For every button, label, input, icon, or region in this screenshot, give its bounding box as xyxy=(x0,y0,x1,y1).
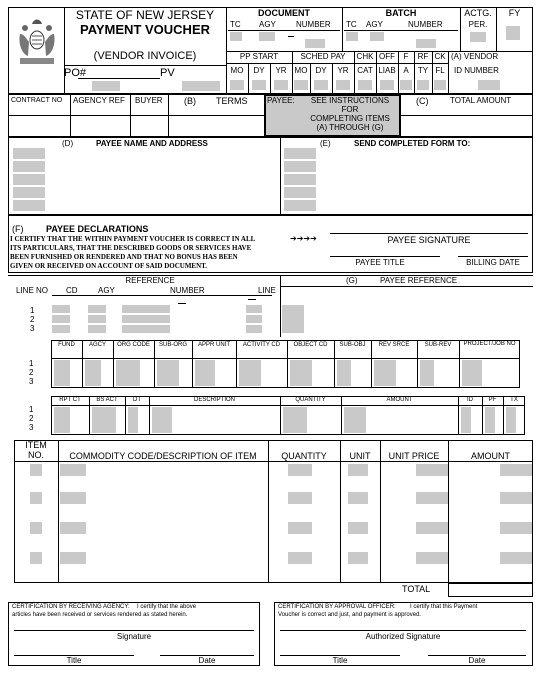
batch-tc-field[interactable] xyxy=(346,32,358,41)
new-jersey-seal-icon xyxy=(14,14,60,68)
liab-label: LIAB xyxy=(378,66,396,75)
acct-row-3: 3 xyxy=(29,377,34,386)
f-label: F xyxy=(403,52,409,61)
g-label: (G) xyxy=(346,276,358,285)
doc-tc-field[interactable] xyxy=(230,32,242,41)
unit-header: UNIT xyxy=(349,451,371,461)
accounting-fields[interactable] xyxy=(51,359,520,388)
receiving-signature-label: Signature xyxy=(116,632,152,641)
rpt-amount-header: AMOUNT xyxy=(386,397,413,403)
payee-name-address-label: PAYEE NAME AND ADDRESS xyxy=(96,139,208,148)
amount-header: AMOUNT xyxy=(471,451,510,461)
tx-header: TX xyxy=(510,397,518,403)
send-completed-label: SEND COMPLETED FORM TO: xyxy=(354,139,471,148)
chk-label: CHK xyxy=(356,52,374,61)
contract-no-label: CONTRACT NO xyxy=(11,97,63,104)
sched-dy-label: DY xyxy=(315,66,327,75)
e-label: (E) xyxy=(320,139,331,148)
pp-yr-field[interactable] xyxy=(274,80,288,90)
form-title: PAYMENT VOUCHER xyxy=(79,22,211,37)
c-label: (C) xyxy=(416,96,429,106)
id-number-label: ID NUMBER xyxy=(454,66,499,75)
sub-org-header: SUB-ORG xyxy=(158,342,187,348)
po-number-field[interactable] xyxy=(92,81,120,91)
ref-row-3: 3 xyxy=(30,324,35,333)
batch-number-field[interactable] xyxy=(416,39,436,48)
declaration-line3: BEEN FURNISHED OR RENDERED AND THAT NO BONUS HAS BEEN xyxy=(10,253,238,261)
declaration-line2: ITS PARTICULARS, THAT THE DESCRIBED GOODS OR SERVICES HAVE xyxy=(10,244,252,252)
doc-number-field[interactable] xyxy=(305,39,325,48)
receiving-cert-text-2: articles have been received or services rendered as stated herein. xyxy=(12,612,188,618)
chk-cat-field[interactable] xyxy=(358,80,372,90)
vendor-label: (A) VENDOR xyxy=(451,52,499,61)
unit-price-header: UNIT PRICE xyxy=(388,451,440,461)
b-label: (B) xyxy=(184,96,196,106)
doc-tc-label: TC xyxy=(230,20,241,29)
total-amount-label: TOTAL AMOUNT xyxy=(450,96,512,105)
approval-cert-title: CERTIFICATION BY APPROVAL OFFICER: xyxy=(278,604,396,610)
actg-per-field[interactable] xyxy=(470,32,486,42)
receiving-cert-text-1: I certify that the above xyxy=(137,604,197,610)
pp-yr-label: YR xyxy=(275,66,287,75)
pp-dy-label: DY xyxy=(253,66,265,75)
doc-agy-label: AGY xyxy=(259,20,276,29)
batch-agy-label: AGY xyxy=(366,20,383,29)
item-fields[interactable] xyxy=(14,462,533,582)
per-label: PER. xyxy=(468,20,488,29)
agcy-header: AGCY xyxy=(88,342,106,348)
batch-number-label: NUMBER xyxy=(408,20,443,29)
ref-agy-label: AGY xyxy=(98,286,115,295)
sub-obj-header: SUB-OBJ xyxy=(339,342,366,348)
payee-label: PAYEE: xyxy=(267,96,295,105)
rpt-ct-header: RPT CT xyxy=(59,397,81,403)
fy-field[interactable] xyxy=(506,26,520,40)
receiving-date-label: Date xyxy=(198,656,216,665)
quantity-header: QUANTITY xyxy=(281,451,327,461)
sub-rev-header: SUB-REV xyxy=(424,342,452,348)
batch-tc-label: TC xyxy=(346,20,357,29)
payee-instructions-line1: SEE INSTRUCTIONS xyxy=(310,96,390,105)
approval-date-label: Date xyxy=(468,656,486,665)
ck-fl-field[interactable] xyxy=(434,80,446,90)
ref-line-label: LINE xyxy=(258,286,276,295)
rf-label: RF xyxy=(417,52,429,61)
dt-header: DT xyxy=(133,397,141,403)
fy-label: FY xyxy=(508,8,521,18)
payee-instructions-line3: COMPLETING ITEMS xyxy=(310,114,390,123)
pp-start-label: PP START xyxy=(239,52,279,61)
doc-agy-field[interactable] xyxy=(259,32,275,41)
sched-pay-label: SCHED PAY xyxy=(300,52,346,61)
rev-srce-header: REV SRCE xyxy=(378,342,410,348)
project-job-header: PROJECT/JOB NO xyxy=(463,341,516,347)
ref-row-2: 2 xyxy=(30,315,35,324)
rpt-row-3: 3 xyxy=(29,423,34,432)
arrow-icons: ➔➔➔➔ xyxy=(290,234,317,243)
sched-dy-field[interactable] xyxy=(314,80,328,90)
receiving-cert-title: CERTIFICATION BY RECEIVING AGENCY: xyxy=(12,604,130,610)
billing-date-label: BILLING DATE xyxy=(466,258,520,267)
reference-fields[interactable] xyxy=(52,305,306,335)
approval-cert-text-2: Voucher is correct and just, and payment is approved. xyxy=(278,612,422,618)
approval-cert-text-1: I certify that this Payment xyxy=(410,604,478,610)
payee-reference-label: PAYEE REFERENCE xyxy=(380,276,458,285)
rpt-row-2: 2 xyxy=(29,414,34,423)
vendor-id-field[interactable] xyxy=(478,80,500,90)
org-code-header: ORG CODE xyxy=(117,342,150,348)
fund-header: FUND xyxy=(58,342,75,348)
authorized-signature-label: Authorized Signature xyxy=(365,632,441,641)
declaration-line1: I CERTIFY THAT THE WITHIN PAYMENT VOUCHER IS CORRECT IN ALL xyxy=(10,235,256,243)
d-label: (D) xyxy=(62,139,74,148)
rpt-row-1: 1 xyxy=(29,405,34,414)
id-header: ID xyxy=(467,397,473,403)
rf-ty-field[interactable] xyxy=(417,80,429,90)
acct-row-2: 2 xyxy=(29,368,34,377)
batch-label: BATCH xyxy=(385,8,417,18)
payee-title-label: PAYEE TITLE xyxy=(355,258,405,267)
ref-cd-label: CD xyxy=(66,286,78,295)
a-label: A xyxy=(403,66,409,75)
pf-header: PF xyxy=(488,397,497,403)
pp-dy-field[interactable] xyxy=(252,80,266,90)
f-section-label: (F) xyxy=(12,224,24,234)
pv-number-field[interactable] xyxy=(182,81,220,91)
off-liab-field[interactable] xyxy=(380,80,394,90)
doc-number-label: NUMBER xyxy=(296,20,331,29)
pv-label: PV xyxy=(160,67,175,79)
rpt-quantity-header: QUANTITY xyxy=(295,397,326,403)
pp-mo-label: MO xyxy=(230,66,244,75)
f-a-field[interactable] xyxy=(400,80,412,90)
object-cd-header: OBJECT CD xyxy=(293,342,328,348)
agency-ref-label: AGENCY REF xyxy=(73,96,125,105)
payee-instructions-line4: (A) THROUGH (G) xyxy=(316,123,384,132)
declarations-title: PAYEE DECLARATIONS xyxy=(46,224,149,234)
ref-number-label: NUMBER xyxy=(170,286,205,295)
cat-label: CAT xyxy=(357,66,373,75)
item-no-header-1: ITEM xyxy=(25,440,47,450)
acct-row-1: 1 xyxy=(29,359,34,368)
commodity-header: COMMODITY CODE/DESCRIPTION OF ITEM xyxy=(69,451,257,461)
approval-title-label: Title xyxy=(332,656,348,665)
appr-unit-header: APPR UNIT xyxy=(197,342,230,348)
item-no-header-2: NO. xyxy=(27,450,44,460)
actg-label: ACTG. xyxy=(464,8,492,18)
terms-label: TERMS xyxy=(216,96,248,106)
buyer-label: BUYER xyxy=(135,96,163,105)
total-label: TOTAL xyxy=(402,584,431,594)
ck-label: CK xyxy=(434,52,446,61)
batch-agy-field[interactable] xyxy=(370,32,384,41)
po-label: PO# xyxy=(64,67,87,79)
form-subtitle: (VENDOR INVOICE) xyxy=(93,50,197,62)
off-label: OFF xyxy=(379,52,395,61)
state-name: STATE OF NEW JERSEY xyxy=(75,8,215,22)
total-amount-field[interactable] xyxy=(448,583,533,597)
payee-signature-label: PAYEE SIGNATURE xyxy=(387,235,471,245)
sched-yr-label: YR xyxy=(337,66,349,75)
activity-cd-header: ACTIVITY CD xyxy=(242,342,281,348)
ref-row-1: 1 xyxy=(30,306,35,315)
sched-mo-field[interactable] xyxy=(294,80,308,90)
fl-label: FL xyxy=(435,66,445,75)
send-to-address-fields[interactable] xyxy=(284,148,316,212)
sched-yr-field[interactable] xyxy=(336,80,350,90)
bs-act-header: BS ACT xyxy=(96,397,118,403)
payee-name-address-fields[interactable] xyxy=(13,148,45,212)
payee-instructions-line2: FOR xyxy=(341,105,359,114)
ty-label: TY xyxy=(417,66,429,75)
declaration-line4: GIVEN OR RECEIVED ON ACCOUNT OF SAID DOCUMENT. xyxy=(10,262,208,270)
description-header: DESCRIPTION xyxy=(193,397,235,403)
sched-mo-label: MO xyxy=(294,66,308,75)
report-fields[interactable] xyxy=(51,406,525,435)
pp-mo-field[interactable] xyxy=(230,80,244,90)
document-label: DOCUMENT xyxy=(258,8,310,18)
receiving-title-label: Title xyxy=(66,656,82,665)
line-no-label: LINE NO xyxy=(16,286,49,295)
payee-section xyxy=(8,137,533,215)
reference-label: REFERENCE xyxy=(125,276,175,285)
